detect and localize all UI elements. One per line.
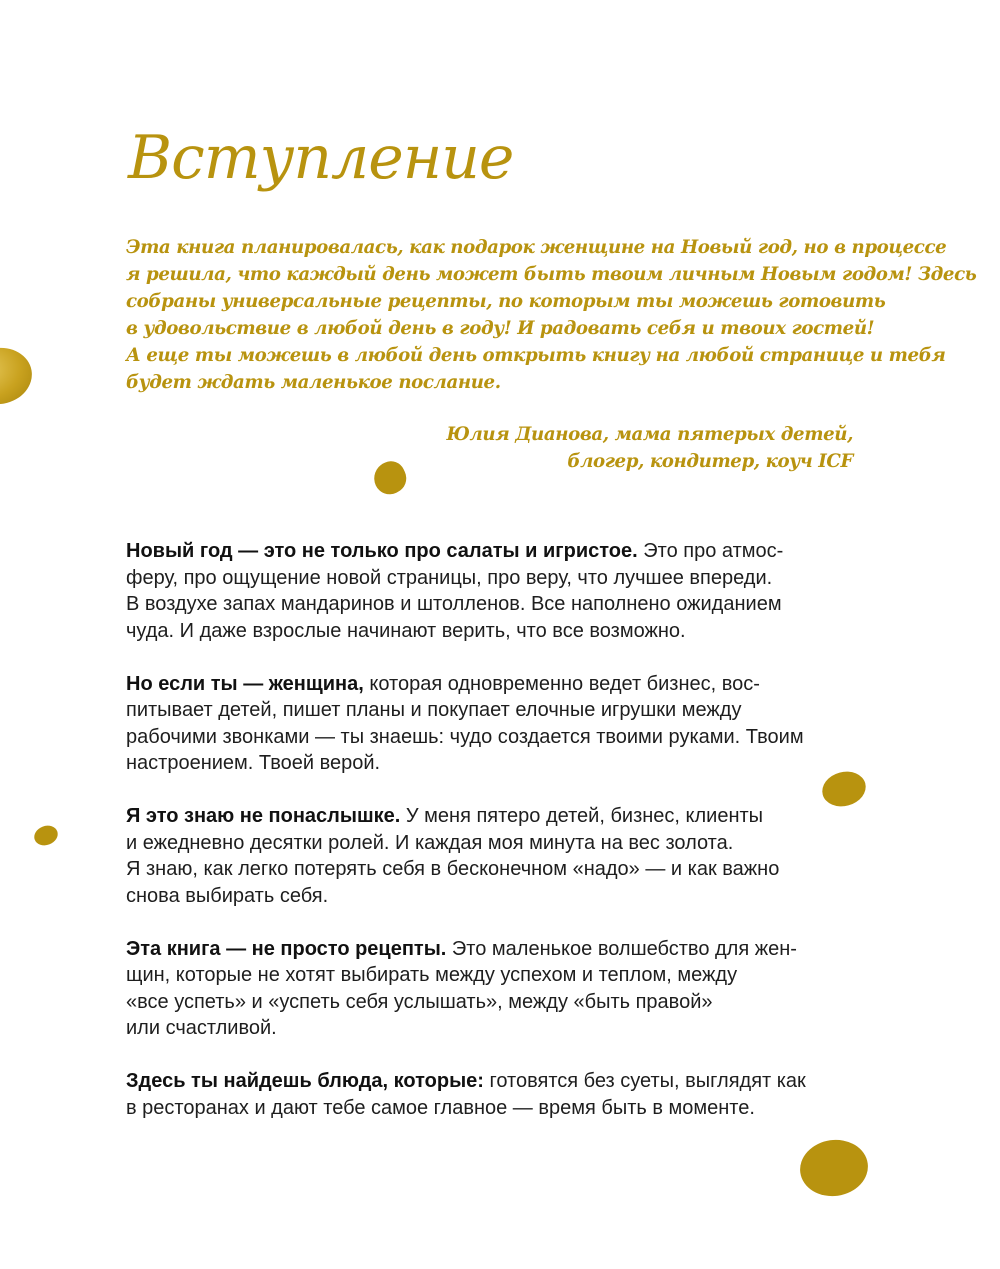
- intro-line: собраны универсальные рецепты, по которым ты можешь готовить: [126, 291, 886, 312]
- paragraph-line: [126, 936, 866, 963]
- paragraph-line: снова выбирать себя.: [126, 884, 329, 907]
- paragraph-line: рабочими звонками — ты знаешь: чудо создается твоими руками. Твоим: [126, 725, 804, 748]
- paragraph-text: У меня пятеро детей, бизнес, клиенты: [400, 805, 764, 827]
- paragraph-text: готовятся без суеты, выглядят как: [483, 1070, 806, 1092]
- signature-line: Юлия Дианова, мама пятерых детей,: [446, 424, 853, 445]
- intro-line: А еще ты можешь в любой день открыть книгу на любой странице и тебя: [126, 345, 946, 366]
- paragraph-line: и ежедневно десятки ролей. И каждая моя минута на вес золота.: [126, 831, 734, 854]
- paragraph-text: Это маленькое волшебство для жен-: [446, 937, 797, 960]
- paragraph-line: чуда. И даже взрослые начинают верить, что все возможно.: [126, 619, 686, 642]
- paragraph-line: [126, 671, 866, 698]
- page-title: Вступление: [128, 123, 514, 193]
- paragraph-text: Это про атмос-: [637, 540, 784, 562]
- intro-line: я решила, что каждый день может быть твоим личным Новым годом! Здесь: [126, 264, 977, 285]
- paragraph-line: щин, которые не хотят выбирать между успехом и теплом, между: [126, 964, 738, 986]
- paragraph-lead: Эта книга — не просто рецепты.: [126, 937, 447, 960]
- paragraph-line: [126, 803, 866, 830]
- paragraph: [126, 1068, 866, 1121]
- body-text: [126, 538, 866, 1148]
- paragraph-line: настроением. Твоей верой.: [126, 752, 381, 774]
- paragraph-line: в ресторанах и дают тебе самое главное — время быть в моменте.: [126, 1096, 755, 1119]
- paragraph-line: феру, про ощущение новой страницы, про веру, что лучшее впереди.: [126, 566, 773, 589]
- gold-dot-decoration: [369, 457, 412, 500]
- intro-line: в удовольствие в любой день в году! И радовать себя и твоих гостей!: [126, 318, 875, 339]
- intro-line: будет ждать маленькое послание.: [126, 372, 501, 393]
- paragraph-lead: Новый год — это не только про салаты и игристое.: [126, 540, 638, 562]
- paragraph-line: или счастливой.: [126, 1017, 277, 1039]
- paragraph: [126, 803, 866, 909]
- gold-dot-decoration: [0, 343, 36, 410]
- paragraph-lead: Я это знаю не понаслышке.: [126, 805, 401, 827]
- paragraph: [126, 936, 866, 1042]
- intro-quote: [126, 234, 977, 396]
- paragraph: [126, 538, 866, 644]
- author-signature: [447, 421, 854, 475]
- signature-line: блогер, кондитер, коуч ICF: [567, 451, 853, 472]
- paragraph-line: Я знаю, как легко потерять себя в бесконечном «надо» — и как важно: [126, 858, 780, 880]
- paragraph-line: «все успеть» и «успеть себя услышать», между «быть правой»: [126, 990, 713, 1013]
- paragraph-line: [126, 538, 866, 565]
- paragraph-line: питывает детей, пишет планы и покупает елочные игрушки между: [126, 699, 742, 721]
- paragraph-line: [126, 1068, 866, 1095]
- paragraph-lead: Но если ты — женщина,: [126, 672, 364, 695]
- paragraph-text: которая одновременно ведет бизнес, вос-: [363, 672, 760, 695]
- paragraph-lead: Здесь ты найдешь блюда, которые:: [126, 1070, 484, 1092]
- gold-dot-decoration: [31, 822, 60, 848]
- paragraph: [126, 671, 866, 777]
- paragraph-line: В воздухе запах мандаринов и штолленов. Все наполнено ожиданием: [126, 593, 782, 615]
- intro-line: Эта книга планировалась, как подарок женщине на Новый год, но в процессе: [126, 237, 947, 258]
